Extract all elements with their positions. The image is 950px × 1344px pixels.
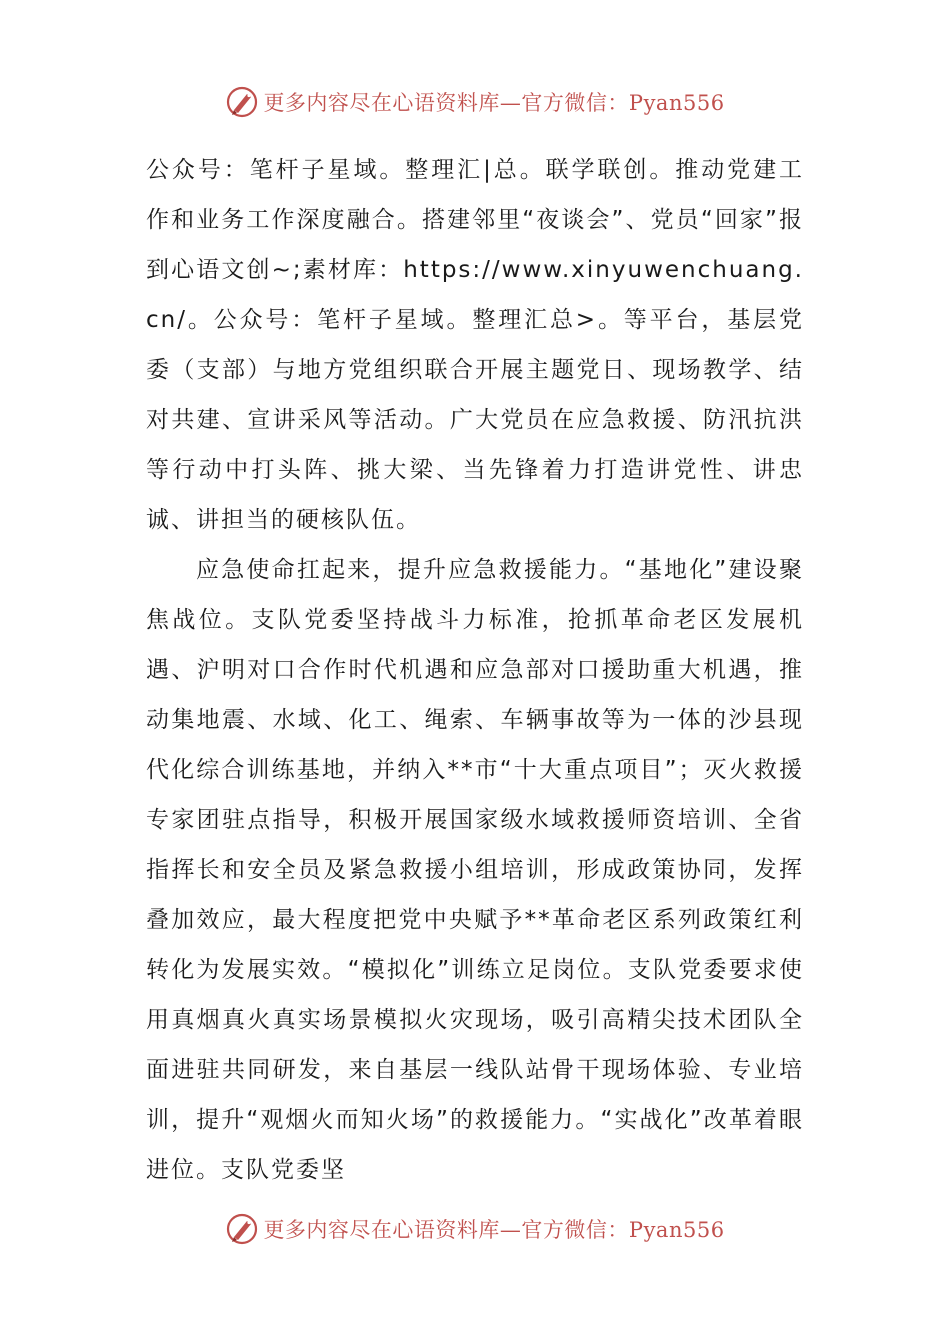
document-body [146, 145, 804, 1195]
paragraph-1: 公众号：笔杆子星域。整理汇|总。联学联创。推动党建工作和业务工作深度融合。搭建邻里“夜谈会”、党员“回家”报到心语文创~;素材库：https://www.xinyuwenchuang.cn/。公众号：笔杆子星域。整理汇总>。等平台，基层党委（支部）与地方党组织联合开展主题党日、现场教学、结对共建、宣讲采风等活动。广大党员在应急救援、防汛抗洪等行动中打头阵、挑大梁、当先锋着力打造讲党性、讲忠诚、讲担当的硬核队伍。 [146, 157, 804, 533]
pen-logo-icon [225, 1212, 259, 1246]
header-banner-text: 更多内容尽在心语资料库—官方微信：Pyan556 [263, 91, 725, 115]
paragraph-2: 应急使命扛起来，提升应急救援能力。“基地化”建设聚焦战位。支队党委坚持战斗力标准，抢抓革命老区发展机遇、沪明对口合作时代机遇和应急部对口援助重大机遇，推动集地震、水域、化工、绳索、车辆事故等为一体的沙县现代化综合训练基地，并纳入**市“十大重点项目”；灭火救援专家团驻点指导，积极开展国家级水域救援师资培训、全省指挥长和安全员及紧急救援小组培训，形成政策协同，发挥叠加效应，最大程度把党中央赋予**革命老区系列政策红利转化为发展实效。“模拟化”训练立足岗位。支队党委要求使用真烟真火真实场景模拟火灾现场，吸引高精尖技术团队全面进驻共同研发，来自基层一线队站骨干现场体验、专业培训，提升“观烟火而知火场”的救援能力。“实战化”改革着眼进位。支队党委坚 [146, 557, 804, 1183]
footer-banner [0, 1209, 950, 1249]
pen-logo-icon [225, 85, 259, 119]
header-banner [0, 82, 950, 122]
footer-banner-text: 更多内容尽在心语资料库—官方微信：Pyan556 [263, 1218, 725, 1242]
